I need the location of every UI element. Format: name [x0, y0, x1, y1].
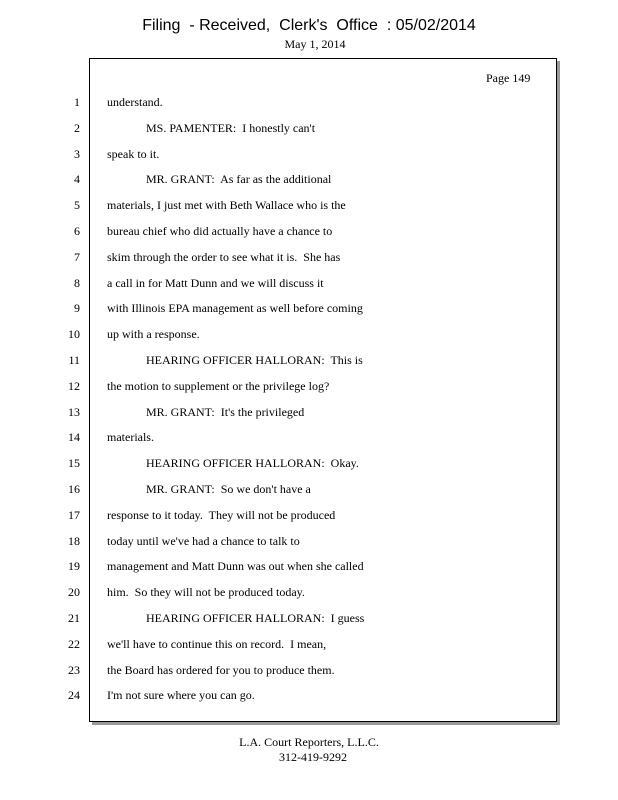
- line-number: 11: [68, 353, 80, 367]
- line-number: 16: [68, 482, 80, 496]
- transcript-line: up with a response.: [107, 327, 200, 341]
- line-number: 6: [74, 224, 80, 238]
- transcript-line: the Board has ordered for you to produce them.: [107, 663, 335, 677]
- line-number: 13: [68, 405, 80, 419]
- footer-phone: 312-419-9292: [279, 750, 347, 764]
- transcript-line: response to it today. They will not be produced: [107, 508, 336, 522]
- transcript-line: MS. PAMENTER: I honestly can't: [146, 121, 316, 135]
- transcript-line: the motion to supplement or the privilege log?: [107, 379, 330, 393]
- line-number: 19: [68, 559, 80, 573]
- line-number: 12: [68, 379, 80, 393]
- line-number: 4: [74, 172, 80, 186]
- transcript-line: HEARING OFFICER HALLORAN: This is: [146, 353, 363, 367]
- line-number: 22: [68, 637, 80, 651]
- line-number: 24: [68, 688, 80, 702]
- transcript-line: him. So they will not be produced today.: [107, 585, 305, 599]
- line-number: 15: [68, 456, 80, 470]
- transcript-line: skim through the order to see what it is. She has: [107, 250, 341, 264]
- transcript-line: MR. GRANT: So we don't have a: [146, 482, 311, 496]
- transcript-line: understand.: [107, 95, 163, 109]
- transcript-line: I'm not sure where you can go.: [107, 688, 255, 702]
- line-number: 8: [74, 276, 80, 290]
- transcript-line: with Illinois EPA management as well before coming: [107, 301, 363, 315]
- transcript-line: materials.: [107, 430, 154, 444]
- line-number: 23: [68, 663, 80, 677]
- transcript-line: speak to it.: [107, 147, 160, 161]
- page-number: Page 149: [486, 71, 531, 85]
- line-number: 14: [68, 430, 80, 444]
- filing-stamp: Filing - Received, Clerk's Office : 05/02/2014: [142, 17, 476, 34]
- line-number: 20: [68, 585, 80, 599]
- transcript-line: HEARING OFFICER HALLORAN: Okay.: [146, 456, 359, 470]
- transcript-line: bureau chief who did actually have a chance to: [107, 224, 333, 238]
- transcript-line: MR. GRANT: As far as the additional: [146, 172, 332, 186]
- line-number: 2: [74, 121, 80, 135]
- transcript-line: we'll have to continue this on record. I mean,: [107, 637, 327, 651]
- line-number: 3: [74, 147, 80, 161]
- line-number: 18: [68, 534, 80, 548]
- transcript-line: a call in for Matt Dunn and we will discuss it: [107, 276, 324, 290]
- transcript-line: today until we've had a chance to talk to: [107, 534, 300, 548]
- transcript-line: management and Matt Dunn was out when she called: [107, 559, 364, 573]
- line-number: 7: [74, 250, 80, 264]
- line-number: 17: [68, 508, 80, 522]
- line-number: 9: [74, 301, 80, 315]
- footer-company: L.A. Court Reporters, L.L.C.: [239, 735, 379, 749]
- transcript-line: MR. GRANT: It's the privileged: [146, 405, 305, 419]
- transcript-line: HEARING OFFICER HALLORAN: I guess: [146, 611, 365, 625]
- transcript-date: May 1, 2014: [284, 37, 346, 51]
- transcript-line: materials, I just met with Beth Wallace who is the: [107, 198, 346, 212]
- line-number: 5: [74, 198, 80, 212]
- line-number: 10: [68, 327, 80, 341]
- line-number: 21: [68, 611, 80, 625]
- line-number: 1: [74, 95, 80, 109]
